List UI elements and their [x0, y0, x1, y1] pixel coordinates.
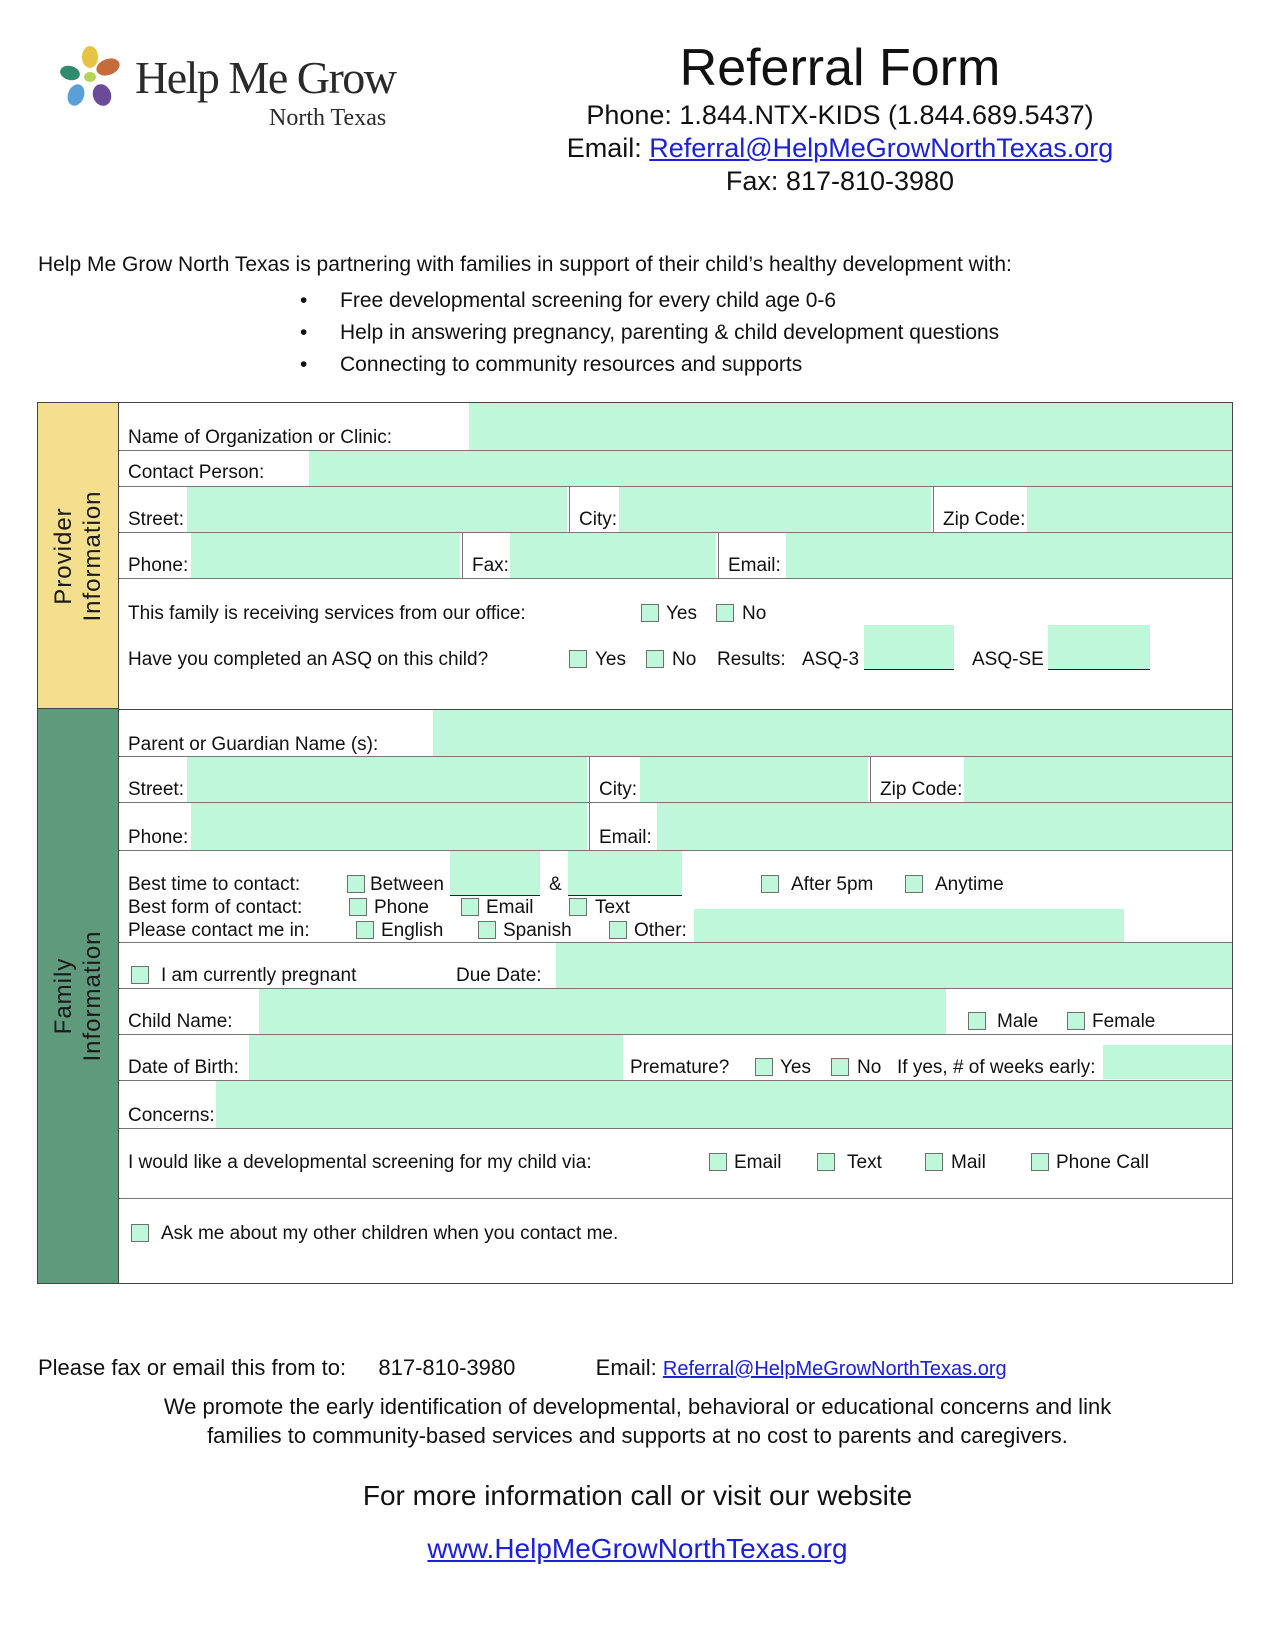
- fax-input[interactable]: [510, 533, 716, 578]
- asq3-label: ASQ-3: [802, 649, 860, 670]
- parent-label: Parent or Guardian Name (s):: [128, 734, 379, 755]
- form-phone-label: Phone: [374, 897, 429, 918]
- male-checkbox[interactable]: [968, 1012, 986, 1030]
- receiving-label: This family is receiving services from our office:: [128, 603, 526, 624]
- org-label: Name of Organization or Clinic:: [128, 427, 392, 448]
- parent-input[interactable]: [433, 710, 1232, 756]
- child-name-label: Child Name:: [128, 1011, 233, 1032]
- premature-no-checkbox[interactable]: [831, 1058, 849, 1076]
- english-label: English: [381, 920, 444, 941]
- form-text-checkbox[interactable]: [569, 898, 587, 916]
- receiving-no-checkbox[interactable]: [716, 604, 734, 622]
- contact-in-label: Please contact me in:: [128, 920, 310, 941]
- header-fax: Fax: 817-810-3980: [725, 166, 955, 196]
- more-info-text: For more information call or visit our website: [362, 1480, 913, 1511]
- weeks-early-label: If yes, # of weeks early:: [897, 1057, 1096, 1078]
- due-date-label: Due Date:: [456, 965, 542, 986]
- bullet-item: • Help in answering pregnancy, parenting & child development questions: [300, 317, 999, 349]
- website-link[interactable]: www.HelpMeGrowNorthTexas.org: [427, 1533, 848, 1564]
- provider-questions-row: [119, 579, 1232, 709]
- receiving-no-label: No: [742, 603, 767, 624]
- street-input[interactable]: [187, 487, 567, 532]
- family-email-input[interactable]: [657, 803, 1232, 850]
- asqse-input[interactable]: [1048, 625, 1150, 669]
- intro-bullets: [300, 285, 999, 381]
- via-phone-label: Phone Call: [1056, 1152, 1149, 1173]
- phone-label: Phone:: [128, 555, 189, 576]
- premature-no-label: No: [857, 1057, 882, 1078]
- via-text-label: Text: [847, 1152, 882, 1173]
- female-checkbox[interactable]: [1067, 1012, 1085, 1030]
- via-email-checkbox[interactable]: [709, 1153, 727, 1171]
- bullet-item: • Free developmental screening for every child age 0-6: [300, 285, 999, 317]
- family-zip-input[interactable]: [964, 757, 1232, 802]
- logo: [60, 45, 430, 135]
- logo-wordmark: Help Me Grow: [135, 52, 396, 103]
- send-email-label: Email:: [595, 1355, 663, 1380]
- logo-region: North Texas: [269, 105, 387, 131]
- form-text-label: Text: [595, 897, 630, 918]
- phone-input[interactable]: [191, 533, 460, 578]
- city-label: City:: [579, 509, 617, 530]
- city-input[interactable]: [619, 487, 931, 532]
- best-form-label: Best form of contact:: [128, 897, 303, 918]
- parent-row: [119, 709, 1232, 757]
- contact-input[interactable]: [309, 451, 1232, 486]
- provider-address-row: [119, 487, 1232, 533]
- pregnant-checkbox[interactable]: [131, 966, 149, 984]
- contact-row: [119, 451, 1232, 487]
- asq-no-label: No: [672, 649, 697, 670]
- via-mail-label: Mail: [951, 1152, 986, 1173]
- best-time-label: Best time to contact:: [128, 874, 301, 895]
- referral-form: [37, 402, 1233, 1284]
- time-from-input[interactable]: [450, 851, 540, 895]
- family-address-row: [119, 757, 1232, 803]
- asq-no-checkbox[interactable]: [646, 650, 664, 668]
- asq-yes-label: Yes: [595, 649, 626, 670]
- header-email-link[interactable]: Referral@HelpMeGrowNorthTexas.org: [649, 133, 1114, 163]
- email-input[interactable]: [786, 533, 1232, 578]
- contact-label: Contact Person:: [128, 462, 265, 483]
- asq-question-label: Have you completed an ASQ on this child?: [128, 649, 489, 670]
- asq3-input[interactable]: [864, 625, 954, 669]
- via-email-label: Email: [734, 1152, 782, 1173]
- pregnant-row: [119, 943, 1232, 989]
- results-label: Results:: [717, 649, 786, 670]
- other-children-checkbox[interactable]: [131, 1224, 149, 1242]
- family-section-label: Family Information: [38, 709, 119, 1283]
- send-fax: 817-810-3980: [378, 1355, 516, 1380]
- zip-label: Zip Code:: [943, 509, 1026, 530]
- zip-input[interactable]: [1027, 487, 1232, 532]
- concerns-input[interactable]: [216, 1081, 1232, 1128]
- bullet-item: • Connecting to community resources and supports: [300, 349, 999, 381]
- female-label: Female: [1092, 1011, 1156, 1032]
- other-children-row: [119, 1199, 1232, 1283]
- other-language-input[interactable]: [694, 909, 1124, 942]
- form-email-label: Email: [486, 897, 534, 918]
- website-line: [0, 1533, 1275, 1565]
- family-zip-label: Zip Code:: [880, 779, 963, 800]
- other-language-label: Other:: [634, 920, 687, 941]
- promote-text: We promote the early identification of developmental, behavioral or educational concerns and link families to community-based services and supports at no cost to parents and caregivers.: [163, 1394, 1112, 1448]
- spanish-label: Spanish: [503, 920, 572, 941]
- receiving-yes-checkbox[interactable]: [641, 604, 659, 622]
- flower-logo-icon: [60, 45, 130, 115]
- premature-label: Premature?: [630, 1057, 730, 1078]
- header-email-label: Email:: [566, 133, 650, 163]
- male-label: Male: [997, 1011, 1039, 1032]
- send-label: Please fax or email this from to:: [38, 1355, 347, 1380]
- spanish-checkbox[interactable]: [478, 921, 496, 939]
- dob-input[interactable]: [249, 1035, 623, 1080]
- time-to-input[interactable]: [568, 851, 682, 895]
- anytime-label: Anytime: [935, 874, 1004, 895]
- receiving-yes-label: Yes: [666, 603, 697, 624]
- family-street-input[interactable]: [187, 757, 587, 802]
- provider-section-label: Provider Information: [38, 403, 119, 709]
- concerns-label: Concerns:: [128, 1105, 215, 1126]
- email-label: Email:: [728, 555, 781, 576]
- family-phone-input[interactable]: [191, 803, 587, 850]
- between-label: Between: [370, 874, 444, 895]
- send-instructions: [38, 1355, 1007, 1381]
- dob-row: [119, 1035, 1232, 1081]
- send-email-link[interactable]: Referral@HelpMeGrowNorthTexas.org: [662, 1358, 1007, 1380]
- family-phone-label: Phone:: [128, 827, 189, 848]
- via-text-checkbox[interactable]: [817, 1153, 835, 1171]
- form-email-checkbox[interactable]: [461, 898, 479, 916]
- street-label: Street:: [128, 509, 184, 530]
- fax-label: Fax:: [472, 555, 509, 576]
- amp-label: &: [549, 874, 562, 895]
- child-row: [119, 989, 1232, 1035]
- contact-preferences-row: [119, 851, 1232, 943]
- premature-yes-label: Yes: [780, 1057, 811, 1078]
- concerns-row: [119, 1081, 1232, 1129]
- anytime-checkbox[interactable]: [905, 875, 923, 893]
- other-children-label: Ask me about my other children when you contact me.: [161, 1223, 619, 1244]
- asqse-label: ASQ-SE: [972, 649, 1044, 670]
- header-email: [500, 133, 1180, 164]
- other-language-checkbox[interactable]: [609, 921, 627, 939]
- weeks-early-input[interactable]: [1103, 1045, 1232, 1079]
- family-phone-row: [119, 803, 1232, 851]
- org-input[interactable]: [469, 403, 1232, 450]
- family-city-label: City:: [599, 779, 637, 800]
- family-email-label: Email:: [599, 827, 652, 848]
- premature-yes-checkbox[interactable]: [755, 1058, 773, 1076]
- screening-row: [119, 1129, 1232, 1199]
- pregnant-label: I am currently pregnant: [161, 965, 357, 986]
- org-row: [119, 403, 1232, 451]
- child-name-input[interactable]: [259, 989, 946, 1034]
- provider-phone-row: [119, 533, 1232, 579]
- intro-text: Help Me Grow North Texas is partnering with families in support of their child’s healthy development with:: [38, 253, 1012, 276]
- screening-label: I would like a developmental screening for my child via:: [128, 1152, 592, 1173]
- header-phone: Phone: 1.844.NTX-KIDS (1.844.689.5437): [586, 100, 1094, 130]
- page-title: Referral Form: [679, 39, 1001, 97]
- due-date-input[interactable]: [556, 943, 1232, 988]
- english-checkbox[interactable]: [356, 921, 374, 939]
- via-phone-checkbox[interactable]: [1031, 1153, 1049, 1171]
- form-phone-checkbox[interactable]: [349, 898, 367, 916]
- family-city-input[interactable]: [640, 757, 868, 802]
- between-checkbox[interactable]: [347, 875, 365, 893]
- asq-yes-checkbox[interactable]: [569, 650, 587, 668]
- family-street-label: Street:: [128, 779, 184, 800]
- after5-checkbox[interactable]: [761, 875, 779, 893]
- via-mail-checkbox[interactable]: [925, 1153, 943, 1171]
- dob-label: Date of Birth:: [128, 1057, 239, 1078]
- after5-label: After 5pm: [791, 874, 874, 895]
